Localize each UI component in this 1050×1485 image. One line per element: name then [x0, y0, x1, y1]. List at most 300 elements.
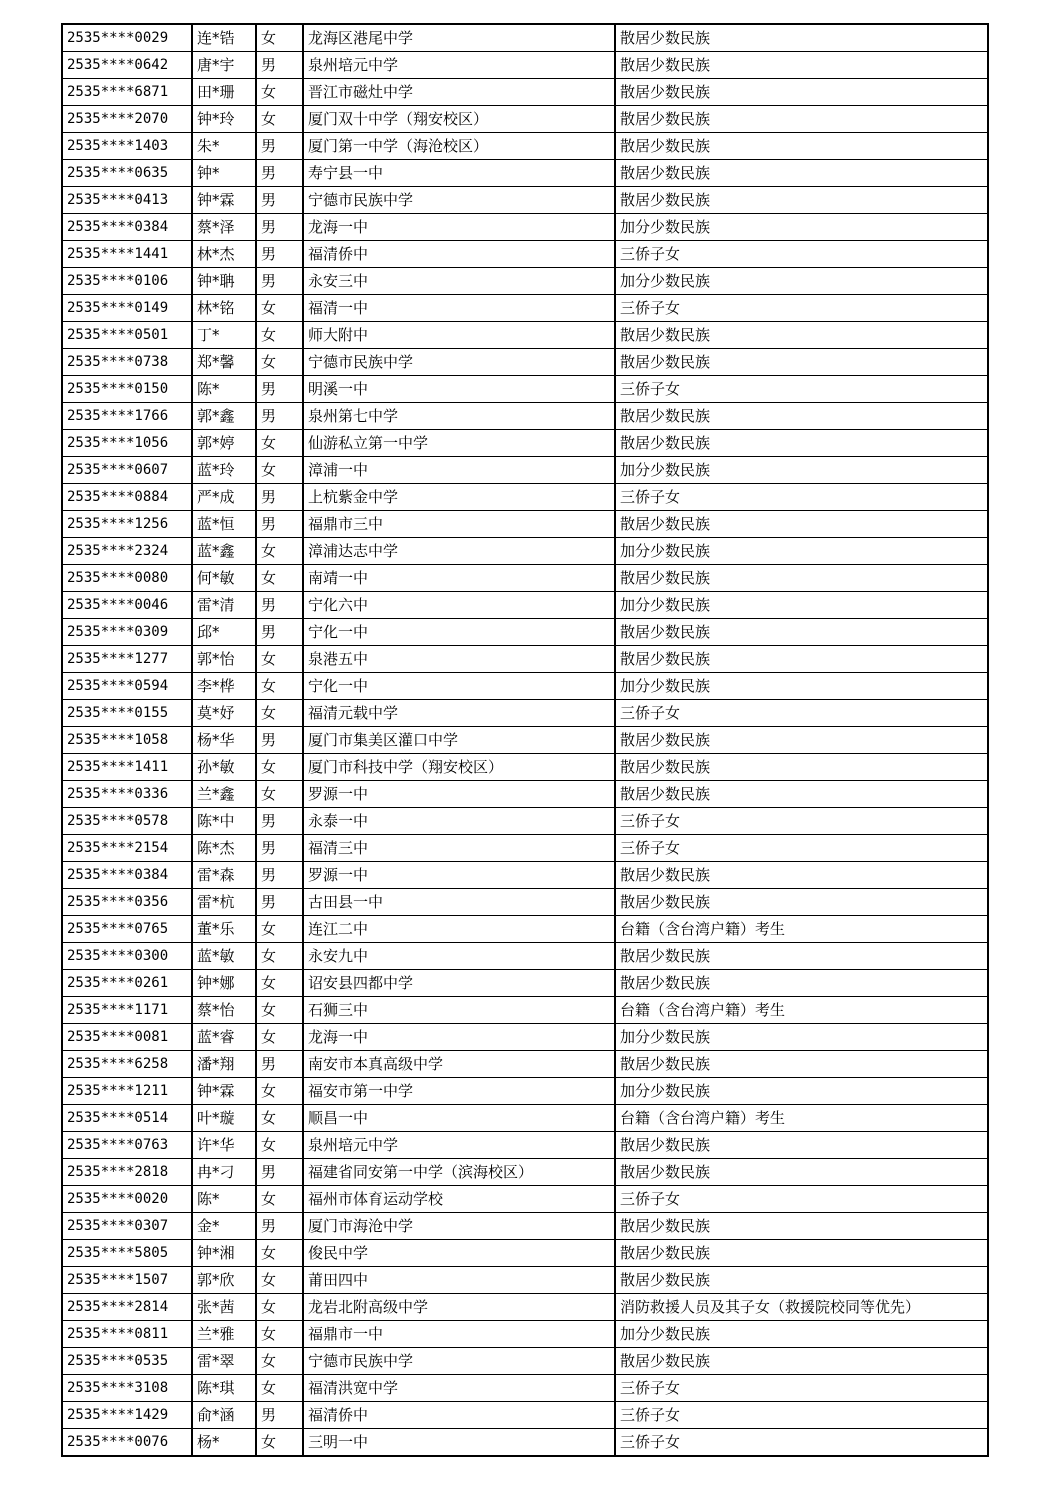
category-cell: 加分少数民族 — [615, 268, 988, 295]
gender-cell: 女 — [256, 646, 303, 673]
category-cell: 加分少数民族 — [615, 592, 988, 619]
gender-cell: 男 — [256, 862, 303, 889]
candidate-id-cell: 2535****0642 — [62, 52, 192, 79]
candidate-id-cell: 2535****1429 — [62, 1402, 192, 1429]
candidate-id-cell: 2535****6258 — [62, 1051, 192, 1078]
candidate-name-cell: 冉*刁 — [192, 1159, 256, 1186]
table-row — [62, 1105, 988, 1132]
gender-cell: 男 — [256, 808, 303, 835]
candidate-name-cell: 钟*霖 — [192, 1078, 256, 1105]
table-row — [62, 943, 988, 970]
category-cell: 三侨子女 — [615, 1429, 988, 1457]
gender-cell: 男 — [256, 133, 303, 160]
category-cell: 散居少数民族 — [615, 727, 988, 754]
candidate-name-cell: 蓝*恒 — [192, 511, 256, 538]
candidate-id-cell: 2535****1441 — [62, 241, 192, 268]
category-cell: 散居少数民族 — [615, 106, 988, 133]
table-row — [62, 133, 988, 160]
category-cell: 散居少数民族 — [615, 943, 988, 970]
school-cell: 仙游私立第一中学 — [303, 430, 615, 457]
candidate-name-cell: 雷*翠 — [192, 1348, 256, 1375]
candidate-name-cell: 林*杰 — [192, 241, 256, 268]
school-cell: 福清元载中学 — [303, 700, 615, 727]
category-cell: 台籍（含台湾户籍）考生 — [615, 997, 988, 1024]
candidate-id-cell: 2535****1058 — [62, 727, 192, 754]
category-cell: 消防救援人员及其子女（救援院校同等优先） — [615, 1294, 988, 1321]
gender-cell: 男 — [256, 889, 303, 916]
category-cell: 散居少数民族 — [615, 52, 988, 79]
table-row — [62, 1078, 988, 1105]
gender-cell: 女 — [256, 1348, 303, 1375]
table-row — [62, 700, 988, 727]
candidate-name-cell: 雷*清 — [192, 592, 256, 619]
school-cell: 厦门市集美区灌口中学 — [303, 727, 615, 754]
gender-cell: 女 — [256, 349, 303, 376]
gender-cell: 女 — [256, 970, 303, 997]
candidate-id-cell: 2535****0076 — [62, 1429, 192, 1457]
school-cell: 明溪一中 — [303, 376, 615, 403]
table-row — [62, 295, 988, 322]
school-cell: 永安三中 — [303, 268, 615, 295]
gender-cell: 男 — [256, 1213, 303, 1240]
candidate-name-cell: 潘*翔 — [192, 1051, 256, 1078]
table-row — [62, 160, 988, 187]
category-cell: 散居少数民族 — [615, 79, 988, 106]
candidate-name-cell: 董*乐 — [192, 916, 256, 943]
category-cell: 散居少数民族 — [615, 565, 988, 592]
school-cell: 诏安县四都中学 — [303, 970, 615, 997]
category-cell: 三侨子女 — [615, 835, 988, 862]
category-cell: 散居少数民族 — [615, 781, 988, 808]
gender-cell: 女 — [256, 1024, 303, 1051]
category-cell: 散居少数民族 — [615, 133, 988, 160]
candidate-name-cell: 严*成 — [192, 484, 256, 511]
candidate-name-cell: 陈* — [192, 376, 256, 403]
gender-cell: 男 — [256, 376, 303, 403]
gender-cell: 女 — [256, 457, 303, 484]
gender-cell: 女 — [256, 916, 303, 943]
candidate-id-cell: 2535****0501 — [62, 322, 192, 349]
table-row — [62, 862, 988, 889]
candidate-name-cell: 唐*宇 — [192, 52, 256, 79]
candidate-id-cell: 2535****2324 — [62, 538, 192, 565]
school-cell: 福清侨中 — [303, 241, 615, 268]
candidate-name-cell: 俞*涵 — [192, 1402, 256, 1429]
school-cell: 宁德市民族中学 — [303, 349, 615, 376]
category-cell: 三侨子女 — [615, 241, 988, 268]
candidate-id-cell: 2535****0029 — [62, 24, 192, 52]
candidate-id-cell: 2535****0635 — [62, 160, 192, 187]
school-cell: 漳浦达志中学 — [303, 538, 615, 565]
school-cell: 俊民中学 — [303, 1240, 615, 1267]
candidate-id-cell: 2535****0514 — [62, 1105, 192, 1132]
candidate-name-cell: 钟*娜 — [192, 970, 256, 997]
candidate-name-cell: 钟*玲 — [192, 106, 256, 133]
candidate-id-cell: 2535****2154 — [62, 835, 192, 862]
school-cell: 宁化六中 — [303, 592, 615, 619]
candidate-id-cell: 2535****0309 — [62, 619, 192, 646]
candidate-name-cell: 许*华 — [192, 1132, 256, 1159]
table-row — [62, 349, 988, 376]
category-cell: 散居少数民族 — [615, 1132, 988, 1159]
gender-cell: 女 — [256, 322, 303, 349]
candidate-name-cell: 朱* — [192, 133, 256, 160]
candidate-name-cell: 郭*鑫 — [192, 403, 256, 430]
candidate-name-cell: 杨*华 — [192, 727, 256, 754]
school-cell: 福建省同安第一中学（滨海校区） — [303, 1159, 615, 1186]
table-row — [62, 484, 988, 511]
gender-cell: 男 — [256, 403, 303, 430]
table-row — [62, 1132, 988, 1159]
school-cell: 泉州第七中学 — [303, 403, 615, 430]
candidate-name-cell: 丁* — [192, 322, 256, 349]
gender-cell: 女 — [256, 997, 303, 1024]
gender-cell: 男 — [256, 160, 303, 187]
candidate-name-cell: 雷*森 — [192, 862, 256, 889]
category-cell: 加分少数民族 — [615, 1321, 988, 1348]
gender-cell: 女 — [256, 1429, 303, 1457]
candidate-id-cell: 2535****0884 — [62, 484, 192, 511]
category-cell: 散居少数民族 — [615, 1051, 988, 1078]
gender-cell: 女 — [256, 538, 303, 565]
table-row — [62, 835, 988, 862]
table-row — [62, 52, 988, 79]
school-cell: 厦门市科技中学（翔安校区） — [303, 754, 615, 781]
category-cell: 散居少数民族 — [615, 403, 988, 430]
school-cell: 连江二中 — [303, 916, 615, 943]
school-cell: 龙岩北附高级中学 — [303, 1294, 615, 1321]
candidate-id-cell: 2535****0106 — [62, 268, 192, 295]
gender-cell: 女 — [256, 700, 303, 727]
school-cell: 龙海一中 — [303, 214, 615, 241]
candidate-name-cell: 蓝*睿 — [192, 1024, 256, 1051]
table-row — [62, 403, 988, 430]
candidate-name-cell: 杨* — [192, 1429, 256, 1457]
candidate-id-cell: 2535****1171 — [62, 997, 192, 1024]
candidate-name-cell: 金* — [192, 1213, 256, 1240]
table-row — [62, 511, 988, 538]
category-cell: 散居少数民族 — [615, 430, 988, 457]
candidate-id-cell: 2535****0149 — [62, 295, 192, 322]
candidate-name-cell: 蓝*玲 — [192, 457, 256, 484]
candidate-id-cell: 2535****2818 — [62, 1159, 192, 1186]
candidate-id-cell: 2535****1411 — [62, 754, 192, 781]
candidate-name-cell: 蔡*怡 — [192, 997, 256, 1024]
school-cell: 上杭紫金中学 — [303, 484, 615, 511]
candidate-id-cell: 2535****0738 — [62, 349, 192, 376]
gender-cell: 女 — [256, 754, 303, 781]
category-cell: 三侨子女 — [615, 700, 988, 727]
category-cell: 台籍（含台湾户籍）考生 — [615, 1105, 988, 1132]
candidate-id-cell: 2535****0300 — [62, 943, 192, 970]
candidate-id-cell: 2535****0020 — [62, 1186, 192, 1213]
gender-cell: 女 — [256, 106, 303, 133]
candidate-id-cell: 2535****0765 — [62, 916, 192, 943]
school-cell: 福安市第一中学 — [303, 1078, 615, 1105]
table-row — [62, 322, 988, 349]
school-cell: 石狮三中 — [303, 997, 615, 1024]
gender-cell: 女 — [256, 79, 303, 106]
candidate-name-cell: 蔡*泽 — [192, 214, 256, 241]
category-cell: 三侨子女 — [615, 376, 988, 403]
school-cell: 三明一中 — [303, 1429, 615, 1457]
school-cell: 顺昌一中 — [303, 1105, 615, 1132]
category-cell: 散居少数民族 — [615, 889, 988, 916]
gender-cell: 男 — [256, 511, 303, 538]
school-cell: 师大附中 — [303, 322, 615, 349]
candidate-id-cell: 2535****0413 — [62, 187, 192, 214]
table-row — [62, 592, 988, 619]
candidate-name-cell: 邱* — [192, 619, 256, 646]
candidate-name-cell: 叶*璇 — [192, 1105, 256, 1132]
candidate-id-cell: 2535****0336 — [62, 781, 192, 808]
candidate-name-cell: 郭*婷 — [192, 430, 256, 457]
table-row — [62, 1240, 988, 1267]
school-cell: 古田县一中 — [303, 889, 615, 916]
category-cell: 散居少数民族 — [615, 619, 988, 646]
category-cell: 三侨子女 — [615, 808, 988, 835]
school-cell: 莆田四中 — [303, 1267, 615, 1294]
school-cell: 福清洪宽中学 — [303, 1375, 615, 1402]
table-row — [62, 1159, 988, 1186]
category-cell: 散居少数民族 — [615, 24, 988, 52]
table-row — [62, 808, 988, 835]
table-row — [62, 889, 988, 916]
candidate-id-cell: 2535****0150 — [62, 376, 192, 403]
candidate-name-cell: 钟*霖 — [192, 187, 256, 214]
candidate-name-cell: 田*珊 — [192, 79, 256, 106]
category-cell: 散居少数民族 — [615, 187, 988, 214]
school-cell: 厦门双十中学（翔安校区） — [303, 106, 615, 133]
table-row — [62, 1024, 988, 1051]
table-row — [62, 1186, 988, 1213]
school-cell: 宁化一中 — [303, 619, 615, 646]
table-row — [62, 565, 988, 592]
candidate-name-cell: 陈* — [192, 1186, 256, 1213]
gender-cell: 男 — [256, 835, 303, 862]
gender-cell: 女 — [256, 1294, 303, 1321]
table-row — [62, 727, 988, 754]
school-cell: 宁德市民族中学 — [303, 1348, 615, 1375]
gender-cell: 男 — [256, 592, 303, 619]
school-cell: 泉州培元中学 — [303, 52, 615, 79]
table-row — [62, 538, 988, 565]
category-cell: 加分少数民族 — [615, 1078, 988, 1105]
school-cell: 龙海区港尾中学 — [303, 24, 615, 52]
candidate-name-cell: 孙*敏 — [192, 754, 256, 781]
candidate-name-cell: 蓝*敏 — [192, 943, 256, 970]
gender-cell: 女 — [256, 1078, 303, 1105]
category-cell: 三侨子女 — [615, 1186, 988, 1213]
candidate-id-cell: 2535****0046 — [62, 592, 192, 619]
candidate-name-cell: 兰*雅 — [192, 1321, 256, 1348]
gender-cell: 男 — [256, 187, 303, 214]
table-row — [62, 970, 988, 997]
table-row — [62, 1213, 988, 1240]
candidate-name-cell: 蓝*鑫 — [192, 538, 256, 565]
table-row — [62, 1321, 988, 1348]
gender-cell: 女 — [256, 781, 303, 808]
table-row — [62, 79, 988, 106]
table-row — [62, 106, 988, 133]
category-cell: 散居少数民族 — [615, 1213, 988, 1240]
category-cell: 散居少数民族 — [615, 322, 988, 349]
category-cell: 加分少数民族 — [615, 214, 988, 241]
school-cell: 福清三中 — [303, 835, 615, 862]
gender-cell: 男 — [256, 268, 303, 295]
candidate-id-cell: 2535****0535 — [62, 1348, 192, 1375]
candidate-id-cell: 2535****5805 — [62, 1240, 192, 1267]
gender-cell: 男 — [256, 52, 303, 79]
table-row — [62, 430, 988, 457]
school-cell: 福鼎市三中 — [303, 511, 615, 538]
category-cell: 加分少数民族 — [615, 1024, 988, 1051]
category-cell: 散居少数民族 — [615, 862, 988, 889]
category-cell: 散居少数民族 — [615, 646, 988, 673]
candidate-id-cell: 2535****1211 — [62, 1078, 192, 1105]
table-row — [62, 1348, 988, 1375]
candidate-id-cell: 2535****0578 — [62, 808, 192, 835]
candidate-name-cell: 钟* — [192, 160, 256, 187]
candidate-id-cell: 2535****2070 — [62, 106, 192, 133]
candidate-id-cell: 2535****2814 — [62, 1294, 192, 1321]
candidate-id-cell: 2535****1507 — [62, 1267, 192, 1294]
school-cell: 南安市本真高级中学 — [303, 1051, 615, 1078]
school-cell: 泉州培元中学 — [303, 1132, 615, 1159]
category-cell: 散居少数民族 — [615, 160, 988, 187]
gender-cell: 男 — [256, 1159, 303, 1186]
category-cell: 台籍（含台湾户籍）考生 — [615, 916, 988, 943]
candidate-name-cell: 陈*杰 — [192, 835, 256, 862]
school-cell: 厦门第一中学（海沧校区） — [303, 133, 615, 160]
table-row — [62, 1051, 988, 1078]
gender-cell: 男 — [256, 484, 303, 511]
gender-cell: 女 — [256, 1186, 303, 1213]
school-cell: 泉港五中 — [303, 646, 615, 673]
category-cell: 三侨子女 — [615, 1375, 988, 1402]
table-row — [62, 1375, 988, 1402]
school-cell: 永安九中 — [303, 943, 615, 970]
candidate-name-cell: 张*茜 — [192, 1294, 256, 1321]
category-cell: 散居少数民族 — [615, 970, 988, 997]
gender-cell: 女 — [256, 1321, 303, 1348]
candidate-name-cell: 连*锆 — [192, 24, 256, 52]
school-cell: 福清一中 — [303, 295, 615, 322]
candidate-name-cell: 钟*湘 — [192, 1240, 256, 1267]
school-cell: 罗源一中 — [303, 862, 615, 889]
candidate-name-cell: 林*铭 — [192, 295, 256, 322]
category-cell: 散居少数民族 — [615, 1267, 988, 1294]
gender-cell: 男 — [256, 1402, 303, 1429]
table-row — [62, 1267, 988, 1294]
gender-cell: 女 — [256, 1267, 303, 1294]
school-cell: 永泰一中 — [303, 808, 615, 835]
table-row — [62, 376, 988, 403]
category-cell: 加分少数民族 — [615, 538, 988, 565]
gender-cell: 女 — [256, 1132, 303, 1159]
school-cell: 福鼎市一中 — [303, 1321, 615, 1348]
table-row — [62, 214, 988, 241]
table-row — [62, 241, 988, 268]
table-row — [62, 24, 988, 52]
gender-cell: 女 — [256, 430, 303, 457]
table-row — [62, 1429, 988, 1457]
roster-table — [61, 23, 989, 1457]
school-cell: 晋江市磁灶中学 — [303, 79, 615, 106]
table-row — [62, 619, 988, 646]
candidate-name-cell: 钟*聃 — [192, 268, 256, 295]
school-cell: 宁德市民族中学 — [303, 187, 615, 214]
category-cell: 加分少数民族 — [615, 673, 988, 700]
table-row — [62, 754, 988, 781]
school-cell: 福州市体育运动学校 — [303, 1186, 615, 1213]
candidate-id-cell: 2535****0080 — [62, 565, 192, 592]
gender-cell: 女 — [256, 1105, 303, 1132]
gender-cell: 女 — [256, 1375, 303, 1402]
table-row — [62, 268, 988, 295]
candidate-id-cell: 2535****1256 — [62, 511, 192, 538]
gender-cell: 女 — [256, 24, 303, 52]
candidate-id-cell: 2535****0307 — [62, 1213, 192, 1240]
candidate-id-cell: 2535****0081 — [62, 1024, 192, 1051]
candidate-name-cell: 雷*杭 — [192, 889, 256, 916]
gender-cell: 男 — [256, 727, 303, 754]
gender-cell: 女 — [256, 295, 303, 322]
category-cell: 散居少数民族 — [615, 1240, 988, 1267]
school-cell: 宁化一中 — [303, 673, 615, 700]
school-cell: 龙海一中 — [303, 1024, 615, 1051]
category-cell: 三侨子女 — [615, 295, 988, 322]
school-cell: 福清侨中 — [303, 1402, 615, 1429]
candidate-id-cell: 2535****0384 — [62, 214, 192, 241]
candidate-name-cell: 莫*妤 — [192, 700, 256, 727]
school-cell: 漳浦一中 — [303, 457, 615, 484]
gender-cell: 女 — [256, 673, 303, 700]
gender-cell: 男 — [256, 241, 303, 268]
candidate-id-cell: 2535****0356 — [62, 889, 192, 916]
category-cell: 散居少数民族 — [615, 1348, 988, 1375]
candidate-id-cell: 2535****1277 — [62, 646, 192, 673]
candidate-id-cell: 2535****0607 — [62, 457, 192, 484]
category-cell: 三侨子女 — [615, 1402, 988, 1429]
candidate-id-cell: 2535****0594 — [62, 673, 192, 700]
candidate-id-cell: 2535****3108 — [62, 1375, 192, 1402]
category-cell: 散居少数民族 — [615, 754, 988, 781]
table-row — [62, 1294, 988, 1321]
gender-cell: 男 — [256, 214, 303, 241]
candidate-id-cell: 2535****0763 — [62, 1132, 192, 1159]
school-cell: 寿宁县一中 — [303, 160, 615, 187]
school-cell: 罗源一中 — [303, 781, 615, 808]
gender-cell: 女 — [256, 943, 303, 970]
category-cell: 加分少数民族 — [615, 457, 988, 484]
candidate-id-cell: 2535****0811 — [62, 1321, 192, 1348]
candidate-name-cell: 陈*中 — [192, 808, 256, 835]
category-cell: 散居少数民族 — [615, 349, 988, 376]
candidate-name-cell: 何*敏 — [192, 565, 256, 592]
category-cell: 散居少数民族 — [615, 511, 988, 538]
candidate-name-cell: 郑*馨 — [192, 349, 256, 376]
table-row — [62, 646, 988, 673]
candidate-id-cell: 2535****1766 — [62, 403, 192, 430]
roster-sheet — [61, 23, 987, 1457]
gender-cell: 男 — [256, 1051, 303, 1078]
school-cell: 南靖一中 — [303, 565, 615, 592]
table-row — [62, 781, 988, 808]
candidate-id-cell: 2535****6871 — [62, 79, 192, 106]
candidate-id-cell: 2535****1056 — [62, 430, 192, 457]
table-row — [62, 673, 988, 700]
